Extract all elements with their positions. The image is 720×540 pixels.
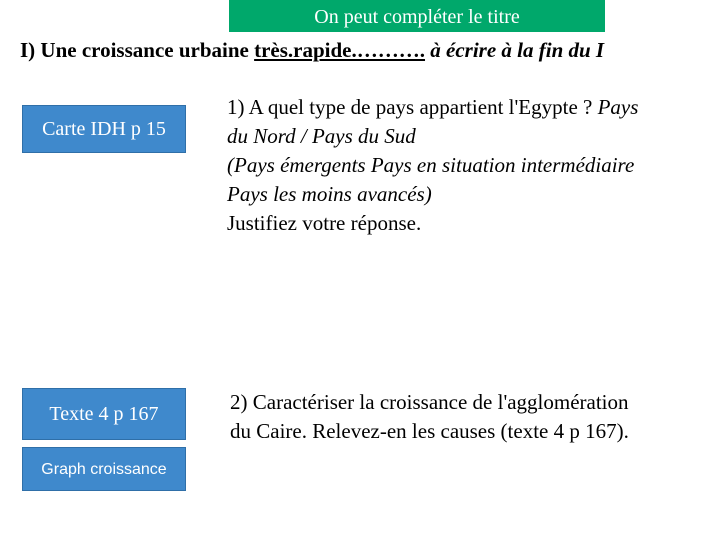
question-2-line-2: du Caire. Relevez-en les causes (texte 4 p 167). — [230, 419, 629, 443]
section-heading — [20, 38, 715, 63]
question-1-italic: Pays — [597, 95, 639, 119]
question-1-line-1 — [227, 93, 707, 122]
title-hint-banner: On peut compléter le titre — [229, 0, 605, 32]
texte-4-box: Texte 4 p 167 — [22, 388, 186, 440]
question-1-line-5: Justifiez votre réponse. — [227, 211, 422, 235]
question-2-line-1: 2) Caractériser la croissance de l'agglomération — [230, 390, 629, 414]
question-1-line-4: Pays les moins avancés) — [227, 182, 432, 206]
question-1-text: 1) A quel type de pays appartient l'Egypte ? — [227, 95, 598, 119]
question-1 — [227, 93, 707, 238]
carte-idh-box: Carte IDH p 15 — [22, 105, 186, 153]
question-2 — [230, 388, 700, 446]
heading-underlined-blank: très.rapide.………. — [254, 38, 426, 62]
heading-prefix: I) Une croissance urbaine — [20, 38, 255, 62]
question-1-line-2: du Nord / Pays du Sud — [227, 124, 416, 148]
graph-croissance-box: Graph croissance — [22, 447, 186, 491]
question-1-line-3: (Pays émergents Pays en situation intermédiaire — [227, 153, 635, 177]
heading-italic-note: à écrire à la fin du I — [425, 38, 605, 62]
